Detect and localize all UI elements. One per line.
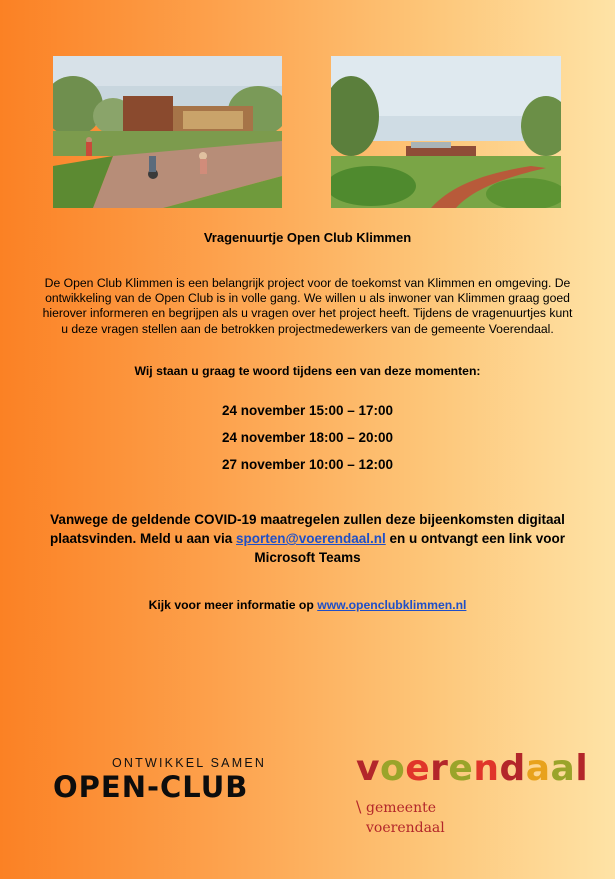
voerendaal-letter: e (405, 748, 431, 789)
invite-text: Wij staan u graag te woord tijdens een van deze momenten: (134, 364, 481, 378)
open-club-tagline: ONTWIKKEL SAMEN (112, 756, 267, 770)
voerendaal-wordmark (356, 748, 588, 789)
intro-paragraph: De Open Club Klimmen is een belangrijk project voor de toekomst van Klimmen en omgeving. De ontwikkeling van de Open Club is in volle gang. We willen u als inwoner van Klimmen graag goed hierover informeren en begrijpen als u vragen over het project heeft. Tijdens de vragenuurtjes kunt u deze vragen stellen aan de betrokken projectmedewerkers van de gemeente Voerendaal. (42, 276, 573, 336)
more-info-text: Kijk voor meer informatie op (148, 598, 318, 612)
park-landscape-render-image (331, 56, 561, 208)
voerendaal-letter: a (525, 748, 551, 789)
email-link[interactable]: sporten@voerendaal.nl (236, 531, 386, 546)
time-slot: 24 november 15:00 – 17:00 (221, 403, 394, 418)
voerendaal-letter: e (448, 748, 474, 789)
more-info (0, 598, 615, 612)
voerendaal-letter: o (379, 748, 406, 789)
time-slot: 24 november 18:00 – 20:00 (221, 430, 394, 445)
covid-notice-text: Vanwege de geldende COVID-19 maatregelen zullen deze bijeenkomsten digitaal plaatsvinden. Meld u aan via (49, 512, 565, 546)
voerendaal-subtitle-line2: voerendaal (366, 820, 445, 836)
voerendaal-slash: \ (356, 797, 362, 816)
voerendaal-letter: r (430, 748, 449, 789)
website-link[interactable]: www.openclubklimmen.nl (317, 598, 467, 612)
covid-notice (40, 510, 575, 567)
covid-notice-text-end: en u ontvangt een link voor Microsoft Teams (254, 531, 566, 565)
voerendaal-subtitle-line1: gemeente (366, 800, 437, 816)
voerendaal-letter: v (356, 748, 380, 789)
page-title: Vragenuurtje Open Club Klimmen (203, 230, 412, 245)
time-slot: 27 november 10:00 – 12:00 (221, 457, 394, 472)
voerendaal-letter: d (499, 748, 526, 789)
voerendaal-letter: l (575, 748, 589, 789)
voerendaal-letter: a (550, 748, 576, 789)
open-club-name: OPEN-CLUB (53, 770, 249, 804)
open-club-building-render-image (53, 56, 282, 208)
voerendaal-letter: n (473, 748, 500, 789)
